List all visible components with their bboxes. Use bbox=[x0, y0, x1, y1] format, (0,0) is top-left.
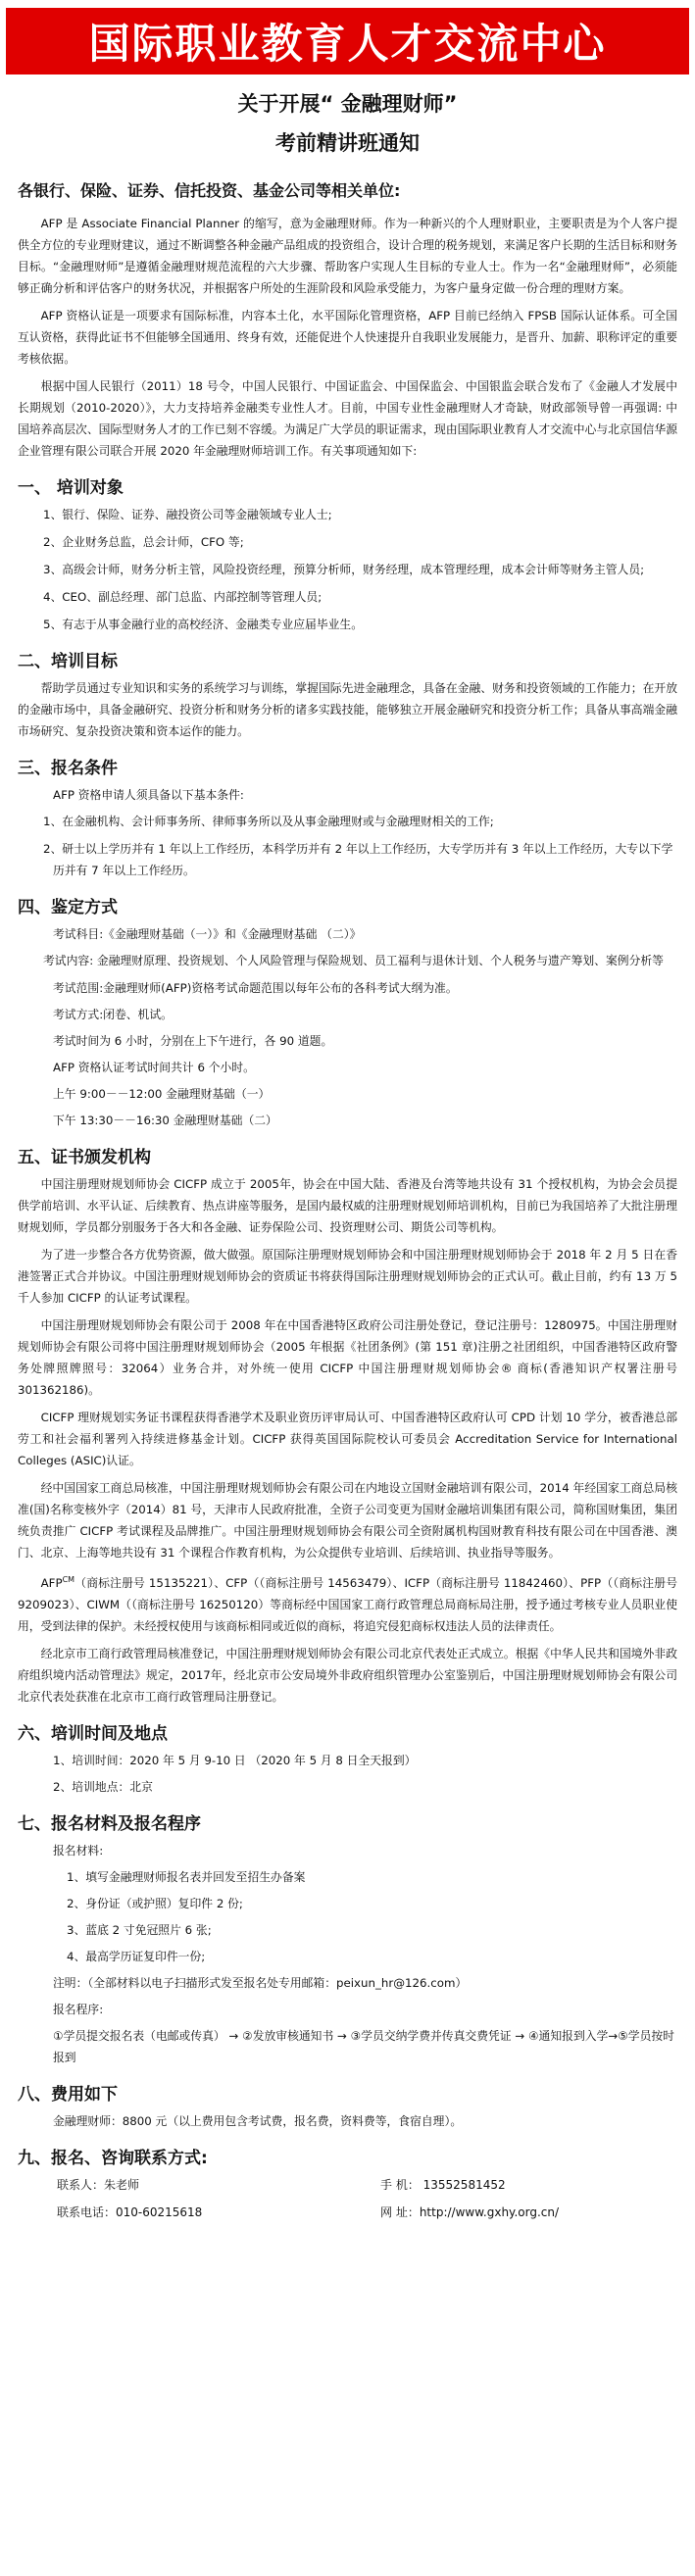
training-place: 2、培训地点：北京 bbox=[53, 1779, 153, 1794]
issuer-paragraph: 中国注册理财规划师协会有限公司于 2008 年在中国香港特区政府公司注册处登记，登记注册号：1280975。中国注册理财规划师协会有限公司将中国注册理财规划师协会（2005 年根据《社团条例》(第 151 章)注册之社团组织，中国香港特区政府警务处牌照牌照号：32064）业务合并，对外统一使用 CICFP 中国注册理财规划师协会® 商标(香港知识产权署注册号 301362186)。 bbox=[18, 1318, 677, 1397]
contact-phone: 联系电话：010-60215618 bbox=[57, 2204, 203, 2219]
section-heading-issuer: 五、证书颁发机构 bbox=[18, 1148, 151, 1167]
registration-process: ①学员提交报名表（电邮或传真） → ②发放审核通知书 → ③学员交纳学费并传真交费凭证 → ④通知报到入学→⑤学员按时报到 bbox=[53, 2028, 674, 2064]
notice-subtitle: 考前精讲班通知 bbox=[275, 131, 420, 155]
target-item: 5、有志于从事金融行业的高校经济、金融类专业应届毕业生。 bbox=[43, 618, 364, 631]
goals-paragraph: 帮助学员通过专业知识和实务的系统学习与训练，掌握国际先进金融理念，具备在金融、财务和投资领域的工作能力；在开放的金融市场中，具备金融研究、投资分析和财务分析的诸多实践技能，能够独立开展金融研究和投资分析工作；具备从事高端金融市场研究、复杂投资决策和资本运作的能力。 bbox=[18, 681, 677, 738]
assessment-line: 考试内容: 金融理财原理、投资规划、个人风险管理与保险规划、员工福利与退休计划、个人税务与遗产筹划、案例分析等 bbox=[43, 954, 664, 967]
assessment-line: AFP 资格认证考试时间共计 6 个小时。 bbox=[53, 1061, 255, 1074]
requirement-item: 2、研士以上学历并有 1 年以上工作经历，本科学历并有 2 年以上工作经历，大专学历并有 3 年以上工作经历，大专以下学历并有 7 年以上工作经历。 bbox=[43, 842, 673, 877]
training-time: 1、培训时间：2020 年 5 月 9-10 日 （2020 年 5 月 8 日全天报到） bbox=[53, 1753, 417, 1767]
issuer-paragraph: 中国注册理财规划师协会 CICFP 成立于 2005年，协会在中国大陆、香港及台湾等地共设有 31 个授权机构，为协会会员提供学前培训、水平认证、后续教育、热点讲座等服务，是国内最权威的注册理财规划师培训机构，目前已为我国培养了大批注册理财规划师，学员都分别服务于各大和各金融、证券保险公司、投资理财公司、期货公司等机构。 bbox=[18, 1177, 677, 1234]
section-heading-registration: 七、报名材料及报名程序 bbox=[18, 1813, 201, 1834]
assessment-line: 考试科目:《金融理财基础（一）》和《金融理财基础 （二）》 bbox=[53, 927, 362, 941]
requirement-item: 1、在金融机构、会计师事务所、律师事务所以及从事金融理财或与金融理财相关的工作; bbox=[43, 815, 494, 828]
contact-mobile: 手 机： 13552581452 bbox=[380, 2177, 506, 2192]
header-banner bbox=[6, 8, 689, 74]
target-item: 2、企业财务总监，总会计师，CFO 等; bbox=[43, 535, 244, 549]
contact-person: 联系人：朱老师 bbox=[57, 2177, 140, 2192]
exam-schedule-afternoon: 下午 13:30－－16:30 金融理财基础（二） bbox=[53, 1114, 277, 1127]
target-item: 1、银行、保险、证券、融投资公司等金融领域专业人士; bbox=[43, 508, 332, 521]
material-item: 3、蓝底 2 寸免冠照片 6 张; bbox=[67, 1922, 212, 1937]
trademark-superscript: CM bbox=[62, 1575, 75, 1584]
contact-website[interactable]: 网 址：http://www.gxhy.org.cn/ bbox=[380, 2204, 560, 2219]
issuer-paragraph: 为了进一步整合各方优势资源，做大做强。原国际注册理财规划师协会和中国注册理财规划师协会于 2018 年 2 月 5 日在香港签署正式合并协议。中国注册理财规划师协会的资质证书将获得国际注册理财规划师协会的正式认可。截止目前，约有 13 万 5 千人参加 CICFP 的认证考试课程。 bbox=[18, 1248, 677, 1305]
exam-schedule-morning: 上午 9:00－－12:00 金融理财基础（一） bbox=[53, 1087, 271, 1101]
notice-body bbox=[0, 178, 695, 2223]
contact-row bbox=[18, 2202, 677, 2223]
section-heading-fees: 八、费用如下 bbox=[18, 2084, 118, 2105]
notice-title: 关于开展“ 金融理财师” bbox=[237, 92, 458, 116]
assessment-line: 考试方式:闭卷、机试。 bbox=[53, 1008, 173, 1021]
target-item: 3、高级会计师，财务分析主管，风险投资经理，预算分析师，财务经理，成本管理经理，成本会计师等财务主管人员; bbox=[43, 563, 645, 576]
requirements-lead: AFP 资格申请人须具备以下基本条件: bbox=[53, 788, 244, 802]
fee-text: 金融理财师：8800 元（以上费用包含考试费，报名费，资料费等，食宿自理）。 bbox=[53, 2113, 463, 2128]
section-heading-assessment: 四、鉴定方式 bbox=[18, 898, 118, 917]
material-item: 2、身份证（或护照）复印件 2 份; bbox=[67, 1896, 243, 1910]
process-label: 报名程序: bbox=[53, 2002, 104, 2016]
intro-paragraph: AFP 资格认证是一项要求有国际标准，内容本土化，水平国际化管理资格，AFP 目前已经纳入 FPSB 国际认证体系。可全国互认资格，获得此证书不但能够全国通用、终身有效，还能促进个人快速提升自我职业发展能力，是晋升、加薪、职称评定的重要考核依据。 bbox=[18, 309, 677, 366]
section-heading-goals: 二、培训目标 bbox=[18, 652, 118, 671]
section-heading-time-place: 六、培训时间及地点 bbox=[18, 1723, 168, 1744]
material-item: 4、最高学历证复印件一份; bbox=[67, 1949, 206, 1963]
issuer-paragraph: 经中国国家工商总局核准，中国注册理财规划师协会有限公司在内地设立国财金融培训有限公司，2014 年经国家工商总局核准(国)名称变核外字（2014）81 号，天津市人民政府批准，全资子公司变更为国财金融培训集团有限公司，简称国财集团，集团统负责推广 CICFP 考试课程及品牌推广。中国注册理财规划师协会有限公司全资附属机构国财教育科技有限公司在中国香港、澳门、北京、上海等地共设有 31 个课程合作教育机构，为公众提供专业培训、后续培训、执业指导等服务。 bbox=[18, 1481, 677, 1560]
target-item: 4、CEO、副总经理、部门总监、内部控制等管理人员; bbox=[43, 590, 323, 604]
contact-row bbox=[18, 2174, 677, 2196]
trademark-paragraph bbox=[18, 1569, 677, 1637]
salutation: 各银行、保险、证券、信托投资、基金公司等相关单位: bbox=[18, 181, 401, 200]
intro-paragraph: AFP 是 Associate Financial Planner 的缩写，意为金融理财师。作为一种新兴的个人理财职业，主要职责是为个人客户提供全方位的专业理财建议，通过不断调整各种金融产品组成的投资组合，设计合理的税务规划，来满足客户长期的生活目标和财务目标。“金融理财师”是遵循金融理财规范流程的六大步骤、帮助客户实现人生目标的专业人士。作为一名“金融理财师”，必须能够正确分析和评估客户的财务状况，并根据客户所处的生涯阶段和风险承受能力，为客户量身定做一份合理的理财方案。 bbox=[18, 217, 677, 295]
material-item: 1、填写金融理财师报名表并回发至招生办备案 bbox=[67, 1869, 306, 1884]
banner-title: 国际职业教育人才交流中心 bbox=[88, 20, 607, 68]
section-heading-targets: 一、 培训对象 bbox=[18, 478, 124, 498]
materials-label: 报名材料: bbox=[53, 1843, 104, 1858]
issuer-paragraph: 经北京市工商行政管理局核准登记，中国注册理财规划师协会有限公司北京代表处正式成立。根据《中华人民共和国境外非政府组织境内活动管理法》规定，2017年，经北京市公安局境外非政府组织管理办公室鉴别后，中国注册理财规划师协会有限公司北京代表处获准在北京市工商行政管理局注册登记。 bbox=[18, 1646, 677, 1704]
assessment-line: 考试范围:金融理财师(AFP)资格考试命题范围以每年公布的各科考试大纲为准。 bbox=[53, 981, 458, 995]
trademark-text: $AFP^{CM}$（商标注册号 15135221）、CFP（（商标注册号 14563479）、ICFP（商标注册号 11842460）、PFP（（商标注册号 9209023）、CIWM（（商标注册号 16250120）等商标经中国国家工商行政管理总局商标局注册，授予通过考核专业人员职业使用，受到法律的保护。未经授权使用与该商标相同或近似的商标，将追究侵犯商标权违法人员的法律责任。 bbox=[18, 1575, 677, 1633]
issuer-paragraph: CICFP 理财规划实务证书课程获得香港学术及职业资历评审局认可、中国香港特区政府认可 CPD 计划 10 学分，被香港总部劳工和社会福利署列入持续进修基金计划。CICFP 获得英国国际院校认可委员会 Accreditation Service for International Colleges (ASIC)认证。 bbox=[18, 1411, 677, 1467]
intro-paragraph: 根据中国人民银行（2011）18 号令，中国人民银行、中国证监会、中国保监会、中国银监会联合发布了《金融人才发展中长期规划（2010-2020）》，大力支持培养金融类专业性人才。目前，中国专业性金融理财人才奇缺，财政部领导曾一再强调: 中国培养高层次、国际型财务人才的工作已刻不容缓。为满足广大学员的职证需求，现由国际职业教育人才交流中心与北京国信华源企业管理有限公司联合开展 2020 年金融理财师培训工作。有关事项通知如下: bbox=[18, 379, 677, 458]
materials-note: 注明：（全部材料以电子扫描形式发至报名处专用邮箱：peixun_hr@126.com） bbox=[53, 1975, 468, 1990]
section-heading-contact: 九、报名、咨询联系方式: bbox=[18, 2148, 208, 2168]
section-heading-requirements: 三、报名条件 bbox=[18, 759, 118, 778]
assessment-line: 考试时间为 6 小时，分别在上下午进行，各 90 道题。 bbox=[53, 1034, 333, 1048]
